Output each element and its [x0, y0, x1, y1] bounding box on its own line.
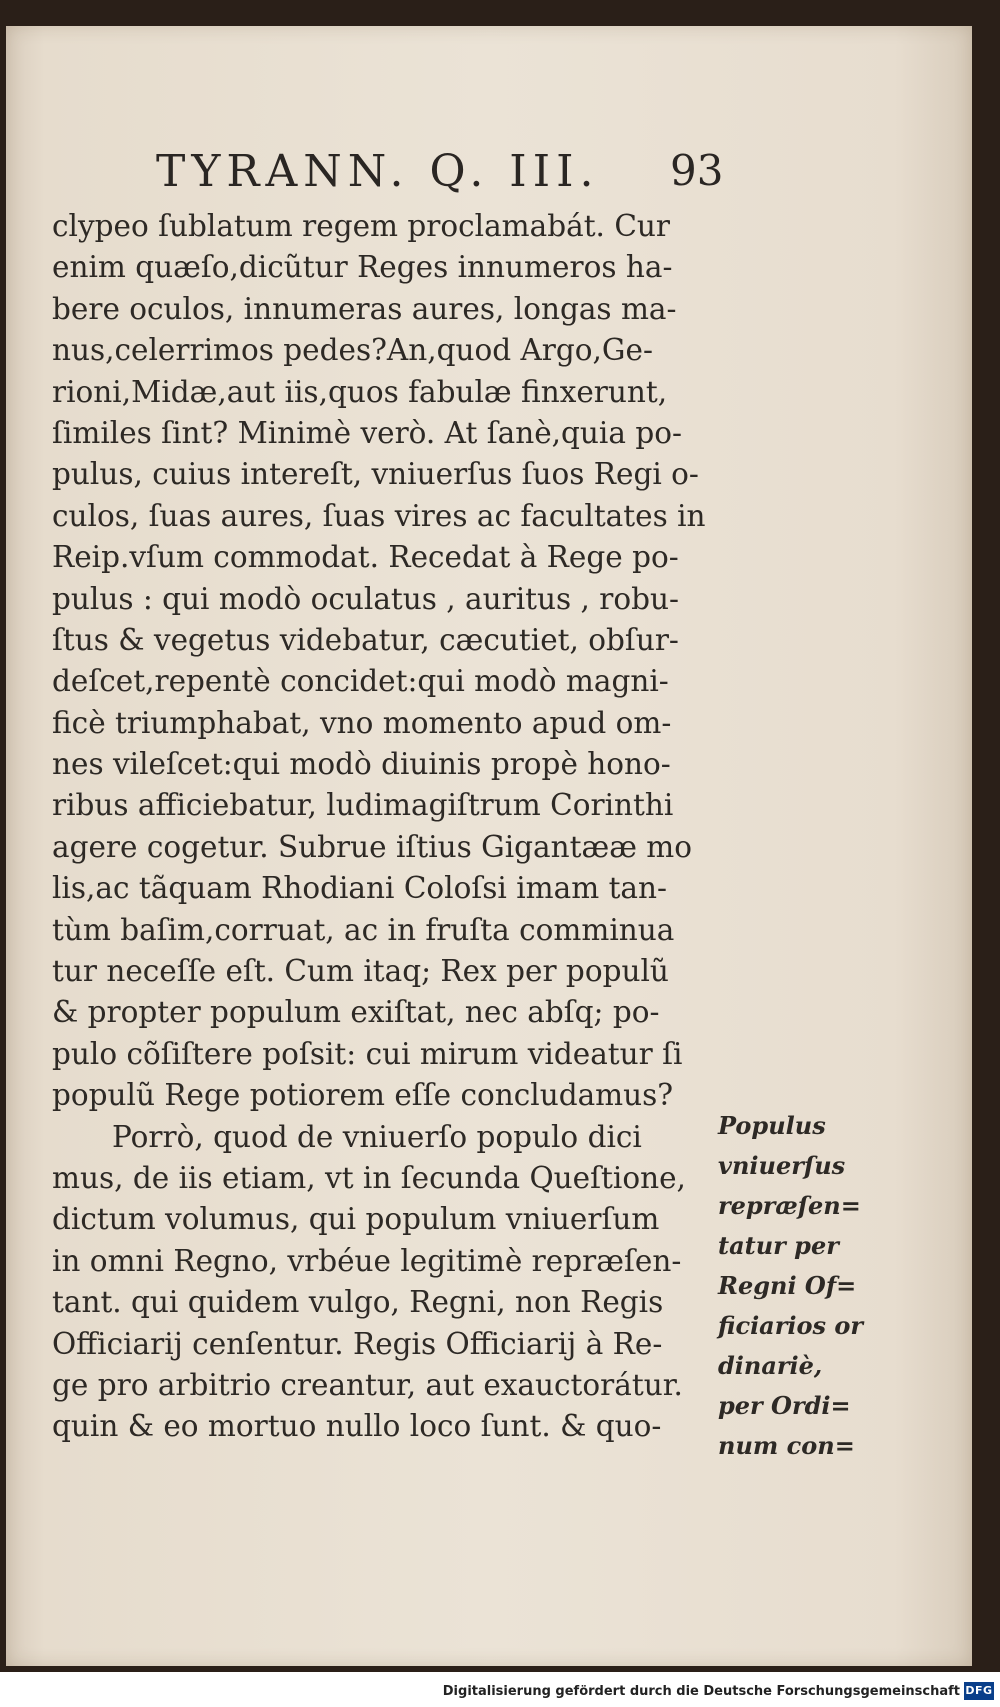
text-line: pulo cõſiſtere poſsit: cui mirum videatur ſi: [52, 1036, 683, 1071]
margin-note-line: ficiarios or: [718, 1311, 864, 1340]
text-line: quin & eo mortuo nullo loco ſunt. & quo-: [52, 1409, 662, 1444]
text-line: enim quæſo,dicũtur Reges innumeros ha-: [52, 250, 673, 285]
text-line: tur neceſſe eſt. Cum itaq; Rex per populũ: [52, 954, 669, 989]
text-line: ſimiles ſint? Minimè verò. At ſanè,quia po-: [52, 415, 682, 450]
text-line: tant. qui quidem vulgo, Regni, non Regis: [52, 1285, 664, 1320]
margin-note-line: vniuerſus: [718, 1151, 846, 1180]
text-line: culos, ſuas aures, ſuas vires ac facultates in: [52, 498, 706, 533]
margin-note-line: per Ordi=: [718, 1391, 851, 1420]
running-title: TYRANN. Q. III.: [156, 146, 600, 197]
book-page: [6, 26, 972, 1666]
text-line: nes vileſcet:qui modò diuinis propè hono-: [52, 747, 671, 782]
text-line: rioni,Midæ,aut iis,quos fabulæ finxerunt,: [52, 374, 668, 409]
footer-bar: [0, 1676, 1000, 1707]
margin-note-line: num con=: [718, 1431, 855, 1460]
text-line: agere cogetur. Subrue iſtius Gigantææ mo: [52, 829, 693, 864]
text-line: ſtus & vegetus videbatur, cæcutiet, obſur-: [52, 622, 679, 657]
text-line: populũ Rege potiorem eſſe concludamus?: [52, 1078, 674, 1113]
text-line: ge pro arbitrio creantur, aut exauctorátur.: [52, 1367, 683, 1402]
funding-credit: Digitalisierung gefördert durch die Deutsche Forschungsgemeinschaft: [442, 1684, 960, 1699]
margin-note-line: Populus: [718, 1111, 826, 1140]
text-line: ribus afficiebatur, ludimagiſtrum Corinthi: [52, 788, 674, 823]
text-line: deſcet,repentè concidet:qui modò magni-: [52, 664, 669, 699]
text-line: mus, de iis etiam, vt in ſecunda Queſtione,: [52, 1160, 686, 1195]
text-line: Officiarij cenſentur. Regis Officiarij à Re-: [52, 1326, 663, 1361]
running-head: [6, 146, 726, 206]
text-line: Reip.vſum commodat. Recedat à Rege po-: [52, 540, 679, 575]
text-line: in omni Regno, vrbéue legitimè repræſen-: [52, 1243, 682, 1278]
text-line: nus,celerrimos pedes?An,quod Argo,Ge-: [52, 333, 653, 368]
margin-note-line: repræſen=: [718, 1191, 861, 1220]
text-line: pulus : qui modò oculatus , auritus , robu-: [52, 581, 679, 616]
text-line: ficè triumphabat, vno momento apud om-: [52, 705, 672, 740]
paragraph-start-line: Porrò, quod de vniuerſo populo dici: [112, 1119, 642, 1154]
margin-note-line: dinariè,: [718, 1351, 823, 1380]
text-line: & propter populum exiſtat, nec abſq; po-: [52, 995, 660, 1030]
body-text: [52, 206, 712, 1448]
text-line: clypeo ſublatum regem proclamabát. Cur: [52, 209, 670, 243]
margin-note-line: Regni Of=: [718, 1271, 857, 1300]
text-line: lis,ac tãquam Rhodiani Coloſsi imam tan-: [52, 871, 667, 906]
dfg-logo: DFG: [964, 1682, 994, 1700]
page-number: 93: [670, 146, 724, 195]
text-line: bere oculos, innumeras aures, longas ma-: [52, 291, 677, 326]
text-line: pulus, cuius intereſt, vniuerſus ſuos Regi o-: [52, 457, 699, 492]
marginal-note: [718, 1106, 868, 1466]
text-line: tùm baſim,corruat, ac in fruſta comminua: [52, 912, 675, 947]
text-line: dictum volumus, qui populum vniuerſum: [52, 1202, 660, 1237]
margin-note-line: tatur per: [718, 1231, 839, 1260]
